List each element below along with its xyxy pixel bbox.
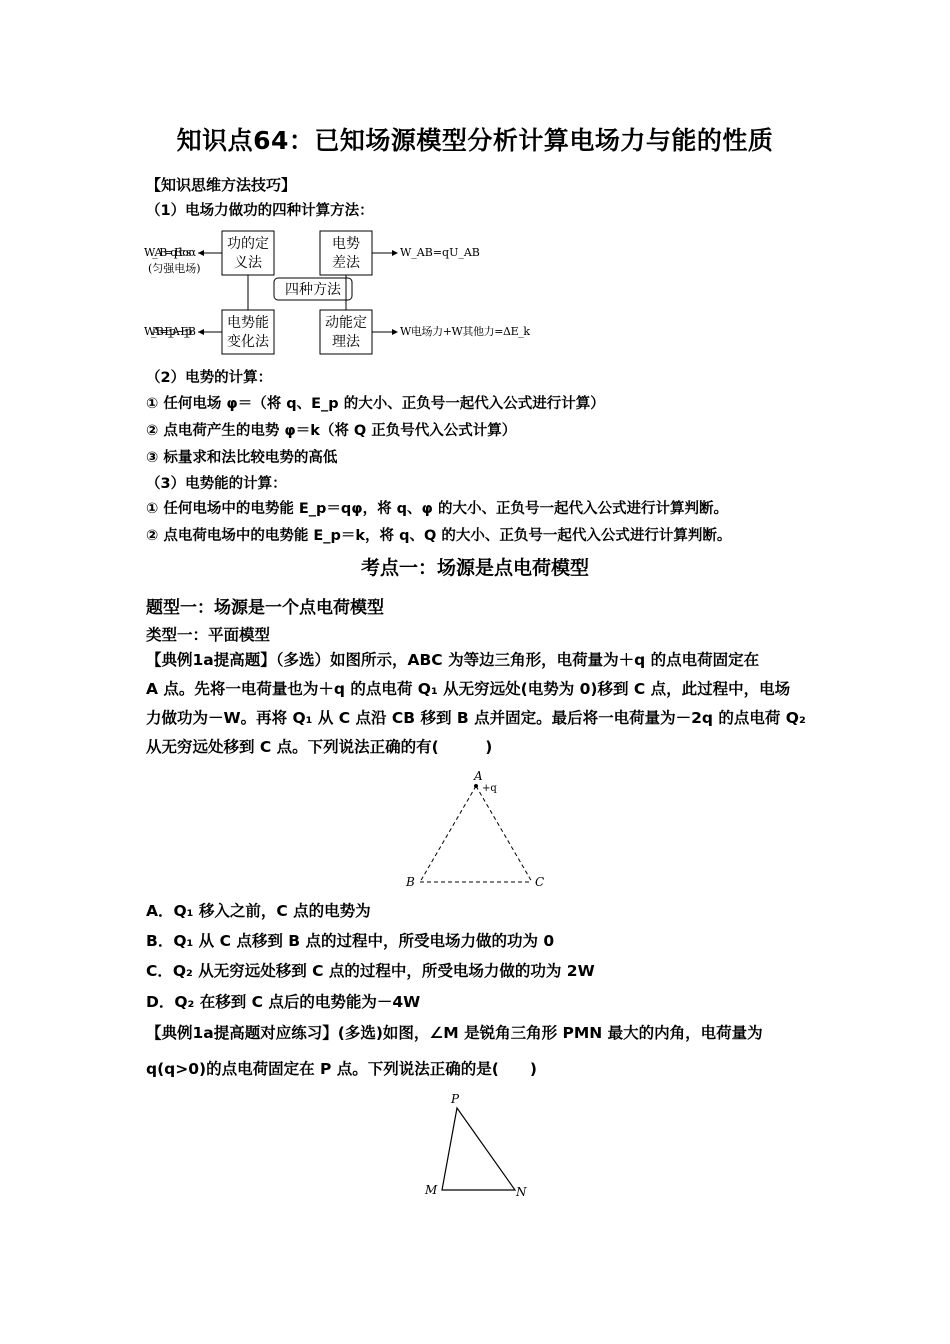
example2-line1: 【典例1a提高题对应练习】(多选)如图，∠M 是锐角三角形 PMN 最大的内角，电荷量为: [146, 1024, 763, 1042]
item1-heading: （1）电场力做功的四种计算方法：: [146, 203, 374, 219]
label-n: N: [516, 1185, 527, 1199]
label-b: B: [406, 875, 415, 889]
label-a: A: [474, 769, 483, 783]
item2-heading: （2）电势的计算：: [146, 370, 273, 386]
item3-line1: ① 任何电场中的电势能 E_p＝qφ，将 q、φ 的大小、正负号一起代入公式进行计算判断。: [146, 501, 728, 517]
item2-line2: ② 点电荷产生的电势 φ＝k（将 Q 正负号代入公式计算）: [146, 423, 517, 439]
arrow-right-bottom-icon: [392, 329, 398, 335]
page-title: 知识点64：已知场源模型分析计算电场力与能的性质: [176, 126, 774, 155]
formula-br: W电场力+W其他力=ΔE_k: [400, 325, 530, 338]
formula-tl-note: (匀强电场): [148, 262, 201, 275]
tixing-heading: 题型一：场源是一个点电荷模型: [146, 598, 384, 618]
label-plus-q: +q: [482, 783, 497, 794]
example2-line2: q(q>0)的点电荷固定在 P 点。下列说法正确的是( ): [146, 1060, 537, 1078]
option-a: A．Q₁ 移入之前，C 点的电势为: [146, 902, 371, 920]
box-tl-line1: 功的定: [227, 236, 269, 252]
example1-line1: 【典例1a提高题】（多选）如图所示，ABC 为等边三角形，电荷量为＋q 的点电荷固定在: [146, 651, 760, 669]
triangle-pmn: [442, 1108, 515, 1190]
box-bl-line2: 变化法: [227, 334, 269, 350]
item3-line2: ② 点电荷电场中的电势能 E_p＝k，将 q、Q 的大小、正负号一起代入公式进行计算判断。: [146, 528, 732, 544]
formula-tl: W_AB=qElcos α: [144, 246, 196, 259]
section-header: 【知识思维方法技巧】: [146, 176, 297, 194]
box-bl-line1: 电势能: [227, 315, 269, 331]
charge-point-a: [474, 784, 478, 788]
box-tr-line2: 差法: [332, 255, 360, 271]
triangle-pmn-figure: [415, 1088, 545, 1203]
arrow-left-top-icon: [198, 250, 204, 256]
item3-heading: （3）电势能的计算：: [146, 476, 287, 492]
four-methods-diagram: [140, 222, 560, 357]
arrow-left-bottom-icon: [198, 329, 204, 335]
formula-bl: W_AB=E_pA−E_pB: [144, 325, 196, 338]
label-m: M: [425, 1183, 438, 1197]
item2-line3: ③ 标量求和法比较电势的高低: [146, 450, 338, 466]
item2-line1: ① 任何电场 φ＝（将 q、E_p 的大小、正负号一起代入公式进行计算）: [146, 396, 605, 412]
option-b: B．Q₁ 从 C 点移到 B 点的过程中，所受电场力做的功为 0: [146, 932, 555, 950]
box-br-line2: 理法: [332, 334, 360, 350]
box-tl-line2: 义法: [234, 255, 262, 271]
arrow-right-top-icon: [392, 250, 398, 256]
example1-line4: 从无穷远处移到 C 点。下列说法正确的有( ): [146, 738, 493, 756]
example1-line3: 力做功为－W。再将 Q₁ 从 C 点沿 CB 移到 B 点并固定。最后将一电荷量为－2q 的点电荷 Q₂: [146, 709, 806, 727]
box-tr-line1: 电势: [332, 236, 360, 252]
option-c: C．Q₂ 从无穷远处移到 C 点的过程中，所受电场力做的功为 2W: [146, 962, 595, 980]
label-p: P: [451, 1092, 460, 1106]
kaodian-heading: 考点一：场源是点电荷模型: [360, 557, 589, 579]
formula-tr: W_AB=qU_AB: [400, 246, 480, 259]
label-c: C: [535, 875, 545, 889]
box-br-line1: 动能定: [325, 315, 367, 331]
leixing-heading: 类型一：平面模型: [146, 626, 271, 644]
example1-line2: A 点。先将一电荷量也为＋q 的点电荷 Q₁ 从无穷远处(电势为 0)移到 C 点，此过程中，电场: [146, 680, 791, 698]
side-ab: [420, 786, 476, 882]
triangle-abc-figure: [400, 768, 560, 893]
side-ac: [476, 786, 532, 882]
center-label: 四种方法: [285, 282, 341, 298]
option-d: D．Q₂ 在移到 C 点后的电势能为－4W: [146, 993, 421, 1011]
